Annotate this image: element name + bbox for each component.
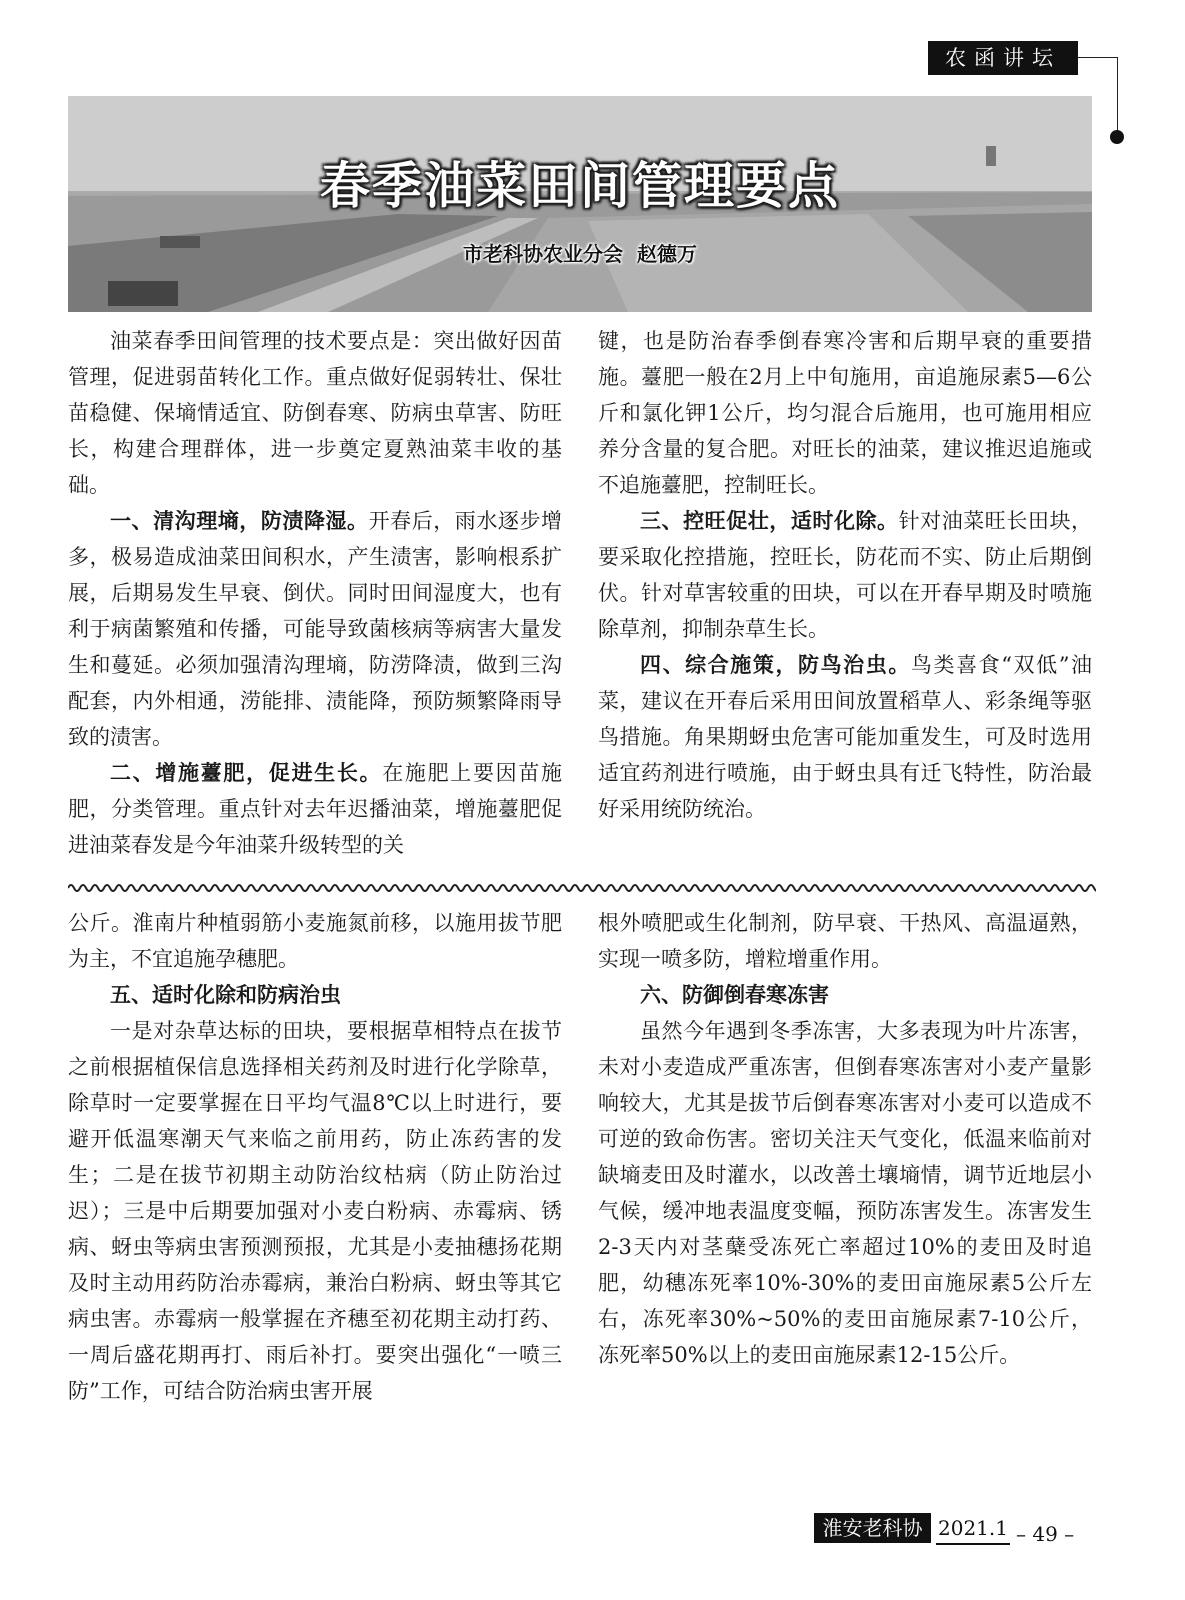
section-2-continued: 键，也是防治春季倒春寒冷害和后期早衰的重要措施。薹肥一般在2月上中旬施用，亩追施尿素5—6公斤和氯化钾1公斤，均匀混合后施用，也可施用相应养分含量的复合肥。对旺长的油菜，建议推迟追施或不追施薹肥，控制旺长。: [598, 329, 1092, 497]
section-3-heading: 三、控旺促壮，适时化除。: [640, 509, 899, 533]
column-tag: 农函讲坛: [928, 41, 1078, 75]
section-1-heading: 一、清沟理墒，防渍降湿。: [110, 509, 369, 533]
author-name: 赵德万: [637, 242, 697, 266]
author-line: [68, 238, 1092, 267]
publication-name: 淮安老科协: [814, 1513, 931, 1543]
section-1: [68, 503, 562, 755]
banner-photo: [68, 96, 1092, 312]
page-number: – 49 –: [1016, 1522, 1075, 1546]
section-6-heading: 六、防御倒春寒冻害: [640, 983, 829, 1007]
section-5-body: 一是对杂草达标的田块，要根据草相特点在拔节之前根据植保信息选择相关药剂及时进行化学除草，除草时一定要掌握在日平均气温8℃以上时进行，要避开低温寒潮天气来临之前用药，防止冻药害的发生；二是在拔节初期主动防治纹枯病（防止防治过迟）；三是中后期要加强对小麦白粉病、赤霉病、锈病、蚜虫等病虫害预测预报，尤其是小麦抽穗扬花期及时主动用药防治赤霉病，兼治白粉病、蚜虫等其它病虫害。赤霉病一般掌握在齐穗至初花期主动打药、一周后盛花期再打、雨后补打。要突出强化“一喷三防”工作，可结合防治病虫害开展: [68, 1019, 562, 1403]
article-column-top-left: [68, 323, 562, 863]
wavy-divider: [68, 880, 1096, 896]
section-4: [598, 647, 1092, 827]
author-org: 市老科协农业分会: [463, 242, 623, 266]
previous-article-continued: 公斤。淮南片种植弱筋小麦施氮前移，以施用拔节肥为主，不宜追施孕穗肥。: [68, 911, 562, 971]
decorative-rule: [1117, 57, 1118, 137]
section-2: [68, 755, 562, 863]
issue-number: 2021.1: [936, 1513, 1010, 1545]
article-column-top-right: [598, 323, 1092, 827]
section-4-heading: 四、综合施策，防鸟治虫。: [640, 653, 911, 677]
article-column-bottom-right: [598, 905, 1092, 1373]
section-5-heading: 五、适时化除和防病治虫: [110, 983, 341, 1007]
section-3-body: 针对油菜旺长田块，要采取化控措施，控旺长，防花而不实、防止后期倒伏。针对草害较重的田块，可以在开春早期及时喷施除草剂，抑制杂草生长。: [598, 509, 1093, 641]
section-2-heading: 二、增施薹肥，促进生长。: [110, 761, 383, 785]
section-4-body: 鸟类喜食“双低”油菜，建议在开春后采用田间放置稻草人、彩条绳等驱鸟措施。角果期蚜虫危害可能加重发生，可及时选用适宜药剂进行喷施，由于蚜虫具有迁飞特性，防治最好采用统防统治。: [598, 653, 1092, 821]
article-title: 春季油菜田间管理要点: [320, 157, 840, 215]
decorative-rule: [1078, 57, 1118, 58]
article-column-bottom-left: [68, 905, 562, 1409]
decorative-dot: [1110, 130, 1124, 144]
section-1-body: 开春后，雨水逐步增多，极易造成油菜田间积水，产生渍害，影响根系扩展，后期易发生早衰、倒伏。同时田间湿度大，也有利于病菌繁殖和传播，可能导致菌核病等病害大量发生和蔓延。必须加强清沟理墒，防涝降渍，做到三沟配套，内外相通，涝能排、渍能降，预防频繁降雨导致的渍害。: [68, 509, 563, 749]
section-6-body: 虽然今年遇到冬季冻害，大多表现为叶片冻害，未对小麦造成严重冻害，但倒春寒冻害对小麦产量影响较大，尤其是拔节后倒春寒冻害对小麦可以造成不可逆的致命伤害。密切关注天气变化，低温来临前对缺墒麦田及时灌水，以改善土壤墒情，调节近地层小气候，缓冲地表温度变幅，预防冻害发生。冻害发生2-3天内对茎蘖受冻死亡率超过10%的麦田及时追肥，幼穗冻死率10%-30%的麦田亩施尿素5公斤左右，冻死率30%~50%的麦田亩施尿素7-10公斤，冻死率50%以上的麦田亩施尿素12-15公斤。: [598, 1019, 1092, 1367]
section-2-body: 在施肥上要因苗施肥，分类管理。重点针对去年迟播油菜，增施薹肥促进油菜春发是今年油菜升级转型的关: [68, 761, 563, 857]
section-3: [598, 503, 1092, 647]
intro-paragraph: 油菜春季田间管理的技术要点是：突出做好因苗管理，促进弱苗转化工作。重点做好促弱转壮、保壮苗稳健、保墒情适宜、防倒春寒、防病虫草害、防旺长，构建合理群体，进一步奠定夏熟油菜丰收的基础。: [68, 329, 562, 497]
section-5-continued: 根外喷肥或生化制剂，防早衰、干热风、高温逼熟，实现一喷多防，增粒增重作用。: [598, 911, 1092, 971]
